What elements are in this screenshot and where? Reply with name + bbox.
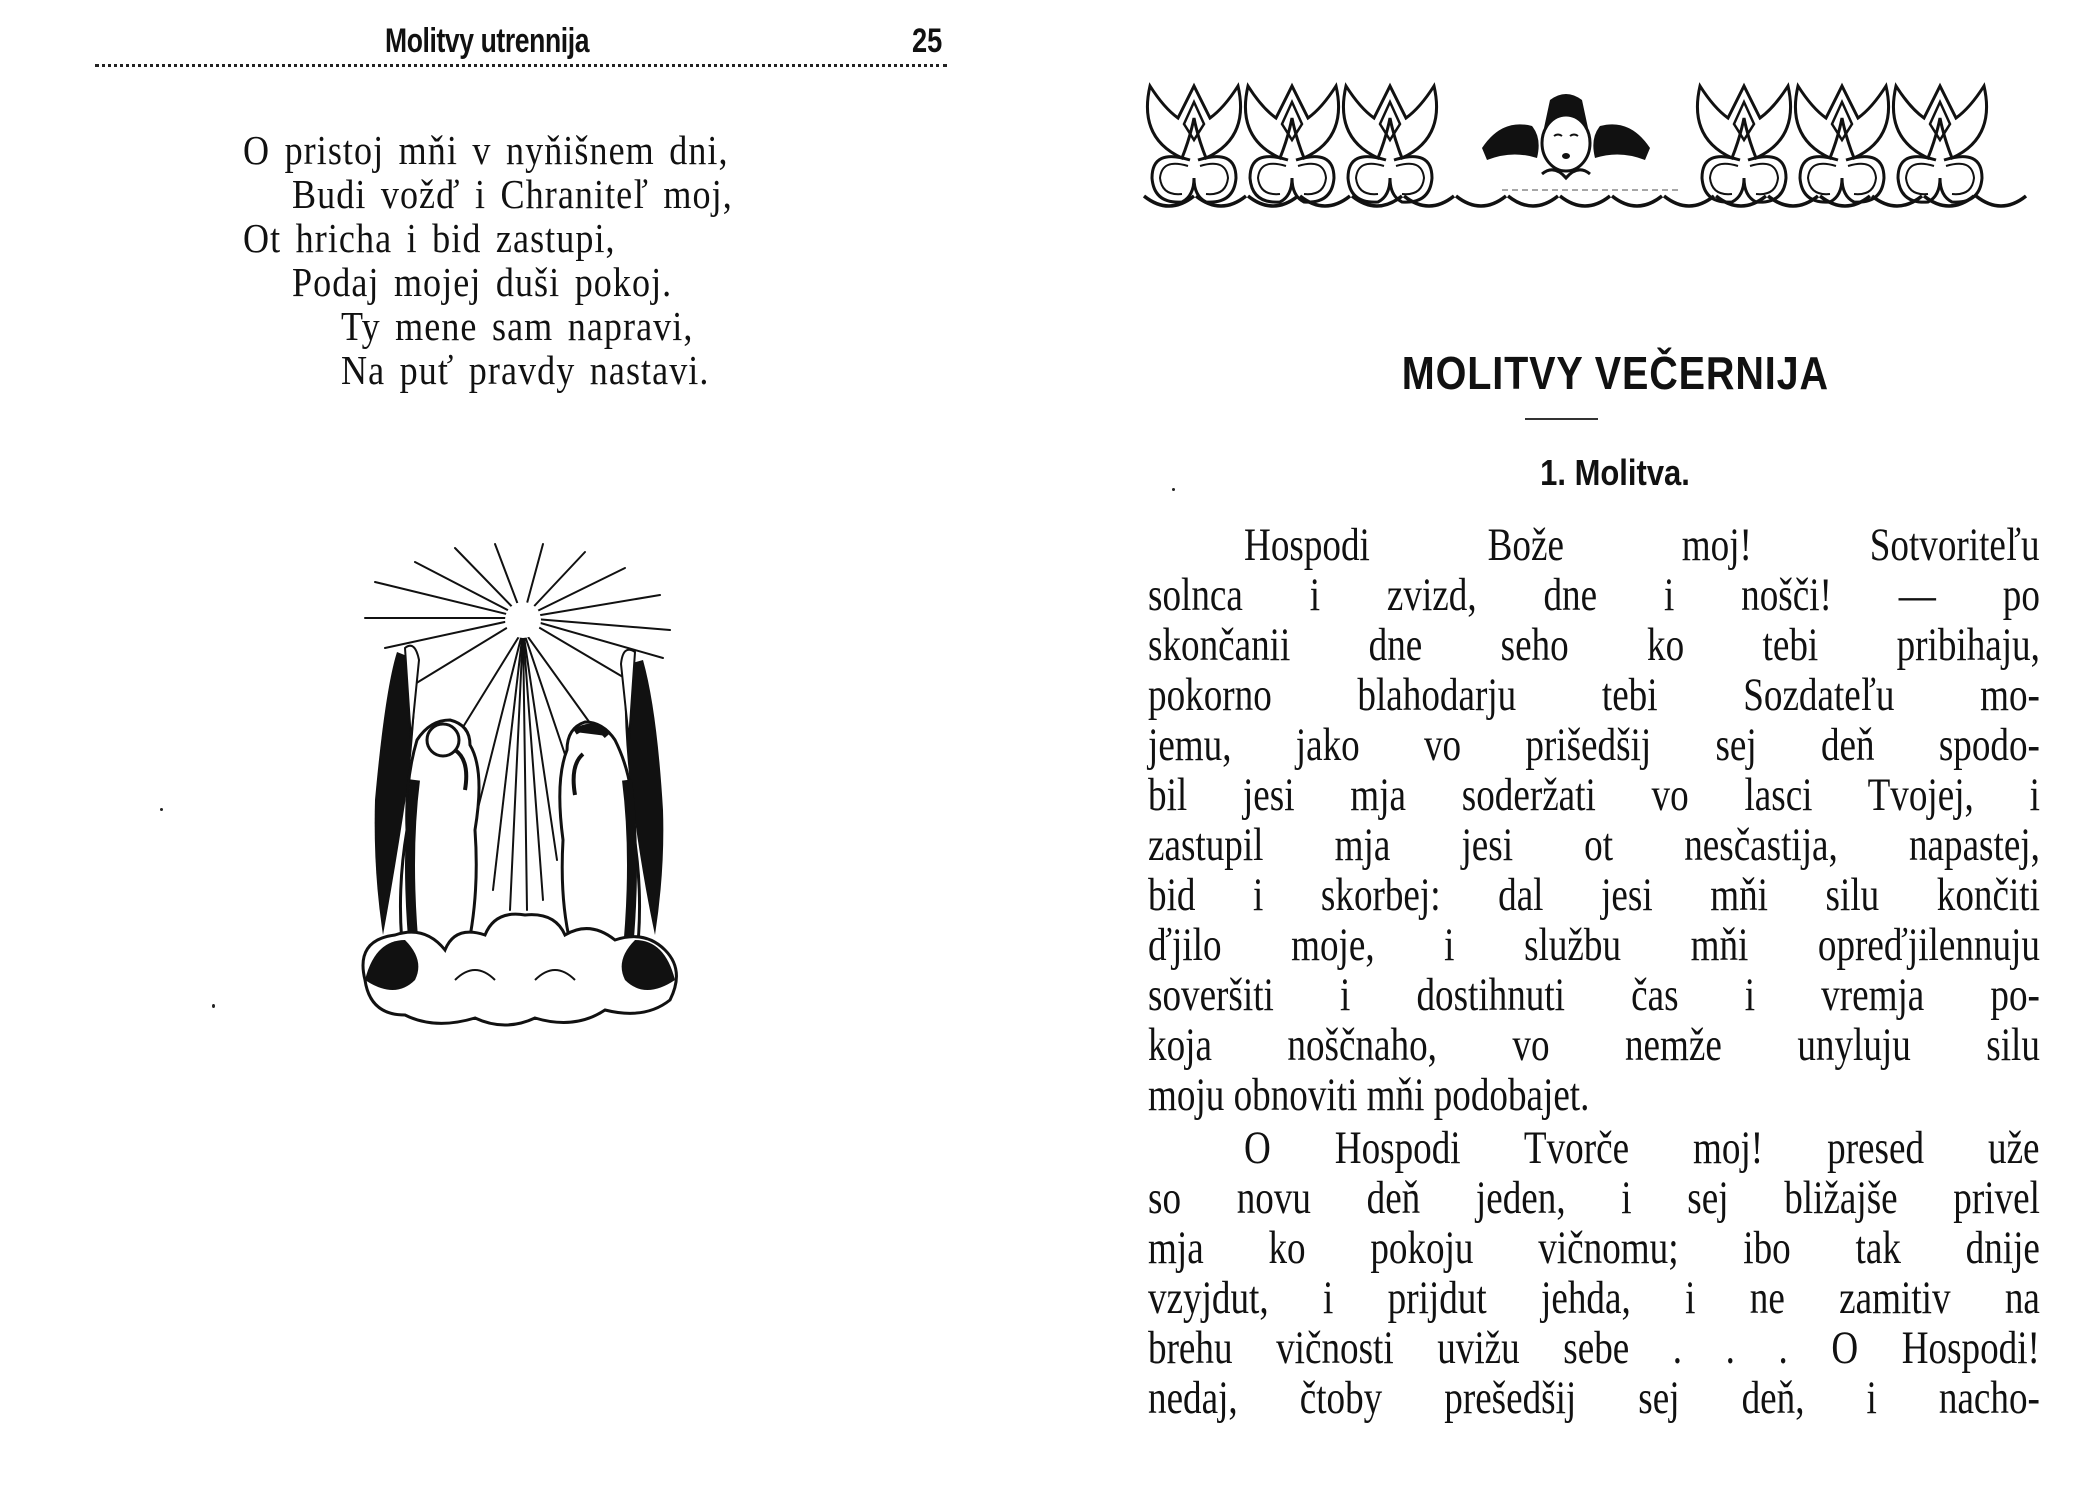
text-line: vzyjdut, i prijdut jehda, i ne zamitiv na [1148, 1272, 2040, 1324]
text-line: pokorno blahodarju tebi Sozdateľu mo- [1148, 669, 2040, 721]
title-rule [1525, 418, 1598, 420]
text-line: zastupil mja jesi ot nesčastija, napastej, [1148, 819, 2040, 871]
section-heading [1038, 452, 2076, 494]
dotted-header-rule [95, 64, 947, 67]
poem-line: Podaj mojej duši pokoj. [292, 259, 673, 305]
text-line: soveršiti i dostihnuti čas i vremja po- [1148, 969, 2040, 1021]
text-line: solnca i zvizd, dne i nošči! — po [1148, 569, 2040, 621]
poem-line: Budi vožď i Chraniteľ moj, [292, 171, 733, 217]
running-header: Molitvy utrennija [385, 22, 590, 60]
text-line: nedaj, čtoby prešedšij sej deň, i nacho- [1148, 1372, 2040, 1424]
text-line: moju obnoviti mňi podobajet. [1148, 1069, 1590, 1121]
page-number: 25 [912, 22, 943, 60]
text-line: Hospodi Bože moj! Sotvoriteľu [1244, 519, 2040, 571]
speck [212, 1004, 215, 1008]
text-line: bil jesi mja soderžati vo lasci Tvojej, i [1148, 769, 2040, 821]
praying-angels-with-radiant-light-icon [345, 540, 695, 1040]
section-heading-text: 1. Molitva. [1540, 452, 1690, 493]
text-line: jemu, jako vo prišedšij sej deň spodo- [1148, 719, 2040, 771]
chapter-title-text: MOLITVY VEČERNIJA [1401, 347, 1829, 399]
right-page [1038, 0, 2076, 1500]
text-line: skončanii dne seho ko tebi pribihaju, [1148, 619, 2040, 671]
text-line: mja ko pokoju vičnomu; ibo tak dnije [1148, 1222, 2040, 1274]
text-line: brehu vičnosti uvižu sebe . . . O Hospodi! [1148, 1322, 2040, 1374]
text-line: ďjilo moje, i službu mňi opreďjilennuju [1148, 919, 2040, 971]
poem-line: Na puť pravdy nastavi. [341, 347, 710, 393]
speck [160, 808, 163, 811]
text-line: koja noščnaho, vo nemže unyluju silu [1148, 1019, 2040, 1071]
poem-line: O pristoj mňi v nyňišnem dni, [243, 127, 729, 173]
text-line: bid i skorbej: dal jesi mňi silu končiti [1148, 869, 2040, 921]
text-line: so novu deň jeden, i sej bližajše privel [1148, 1172, 2040, 1224]
winged-cherub-head-icon [1482, 94, 1650, 178]
decorative-headpiece [1142, 78, 2042, 213]
speck [1172, 488, 1175, 491]
poem-line: Ty mene sam napravi, [341, 303, 694, 349]
poem-line: Ot hricha i bid zastupi, [243, 215, 616, 261]
chapter-title [1038, 346, 2076, 400]
text-line: O Hospodi Tvorče moj! presed uže [1244, 1122, 2040, 1174]
